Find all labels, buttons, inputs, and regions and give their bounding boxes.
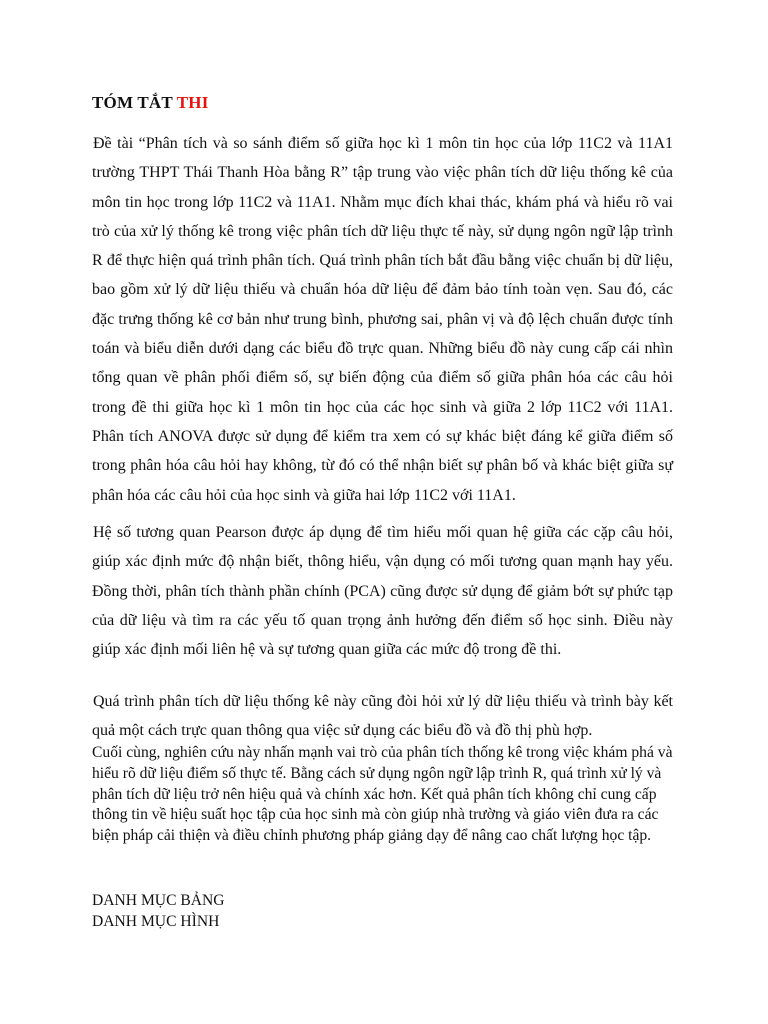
list-of-figures-heading: DANH MỤC HÌNH bbox=[92, 913, 220, 930]
page-title bbox=[92, 93, 209, 113]
paragraph-3: Quá trình phân tích dữ liệu thống kê này cũng đòi hỏi xử lý dữ liệu thiếu và trình bày kết quả một cách trực quan thông qua việc sử dụng các biểu đồ và đồ thị phù hợp. bbox=[92, 693, 673, 739]
title-highlight: THI bbox=[176, 93, 209, 112]
paragraph-4: Cuối cùng, nghiên cứu này nhấn mạnh vai trò của phân tích thống kê trong việc khám phá và hiểu rõ dữ liệu điểm số thực tế. Bằng cách sử dụng ngôn ngữ lập trình R, quá trình xử lý và phân tích dữ liệu trở nên hiệu quả và chính xác hơn. Kết quả phân tích không chỉ cung cấp thông tin về hiệu suất học tập của học sinh mà còn giúp nhà trường và giáo viên đưa ra các biện pháp cải thiện và điều chỉnh phương pháp giảng dạy để nâng cao chất lượng học tập. bbox=[92, 744, 673, 845]
paragraph-1: Đề tài “Phân tích và so sánh điểm số giữa học kì 1 môn tin học của lớp 11C2 và 11A1 trường THPT Thái Thanh Hòa bằng R” tập trung vào việc phân tích dữ liệu thống kê của môn tin học trong lớp 11C2 và 11A1. Nhằm mục đích khai thác, khám phá và hiểu rõ vai trò của xử lý thống kê trong việc phân tích dữ liệu thực tế này, sử dụng ngôn ngữ lập trình R để thực hiện quá trình phân tích. Quá trình phân tích bắt đầu bằng việc chuẩn bị dữ liệu, bao gồm xử lý dữ liệu thiếu và chuẩn hóa dữ liệu để đảm bảo tính toàn vẹn. Sau đó, các đặc trưng thống kê cơ bản như trung bình, phương sai, phân vị và độ lệch chuẩn được tính toán và biểu diễn dưới dạng các biểu đồ trực quan. Những biểu đồ này cung cấp cái nhìn tổng quan về phân phối điểm số, sự biến động của điểm số giữa phân hóa các câu hỏi trong đề thi giữa học kì 1 môn tin học của các học sinh và giữa 2 lớp 11C2 với 11A1. Phân tích ANOVA được sử dụng để kiểm tra xem có sự khác biệt đáng kể giữa điểm số trong phân hóa câu hỏi hay không, từ đó có thể nhận biết sự phân bố và khác biệt giữa sự phân hóa các câu hỏi của học sinh và giữa hai lớp 11C2 với 11A1. bbox=[92, 135, 673, 504]
title-text: TÓM TẮT bbox=[92, 93, 177, 112]
paragraph-2: Hệ số tương quan Pearson được áp dụng để tìm hiểu mối quan hệ giữa các cặp câu hỏi, giúp xác định mức độ nhận biết, thông hiểu, vận dụng có mối tương quan mạnh hay yếu. Đồng thời, phân tích thành phần chính (PCA) cũng được sử dụng để giảm bớt sự phức tạp của dữ liệu và tìm ra các yếu tố quan trọng ảnh hưởng đến điểm số học sinh. Điều này giúp xác định mối liên hệ và sự tương quan giữa các mức độ trong đề thi. bbox=[92, 524, 673, 659]
list-of-tables-heading: DANH MỤC BẢNG bbox=[92, 892, 225, 909]
table-of-lists bbox=[92, 890, 225, 932]
